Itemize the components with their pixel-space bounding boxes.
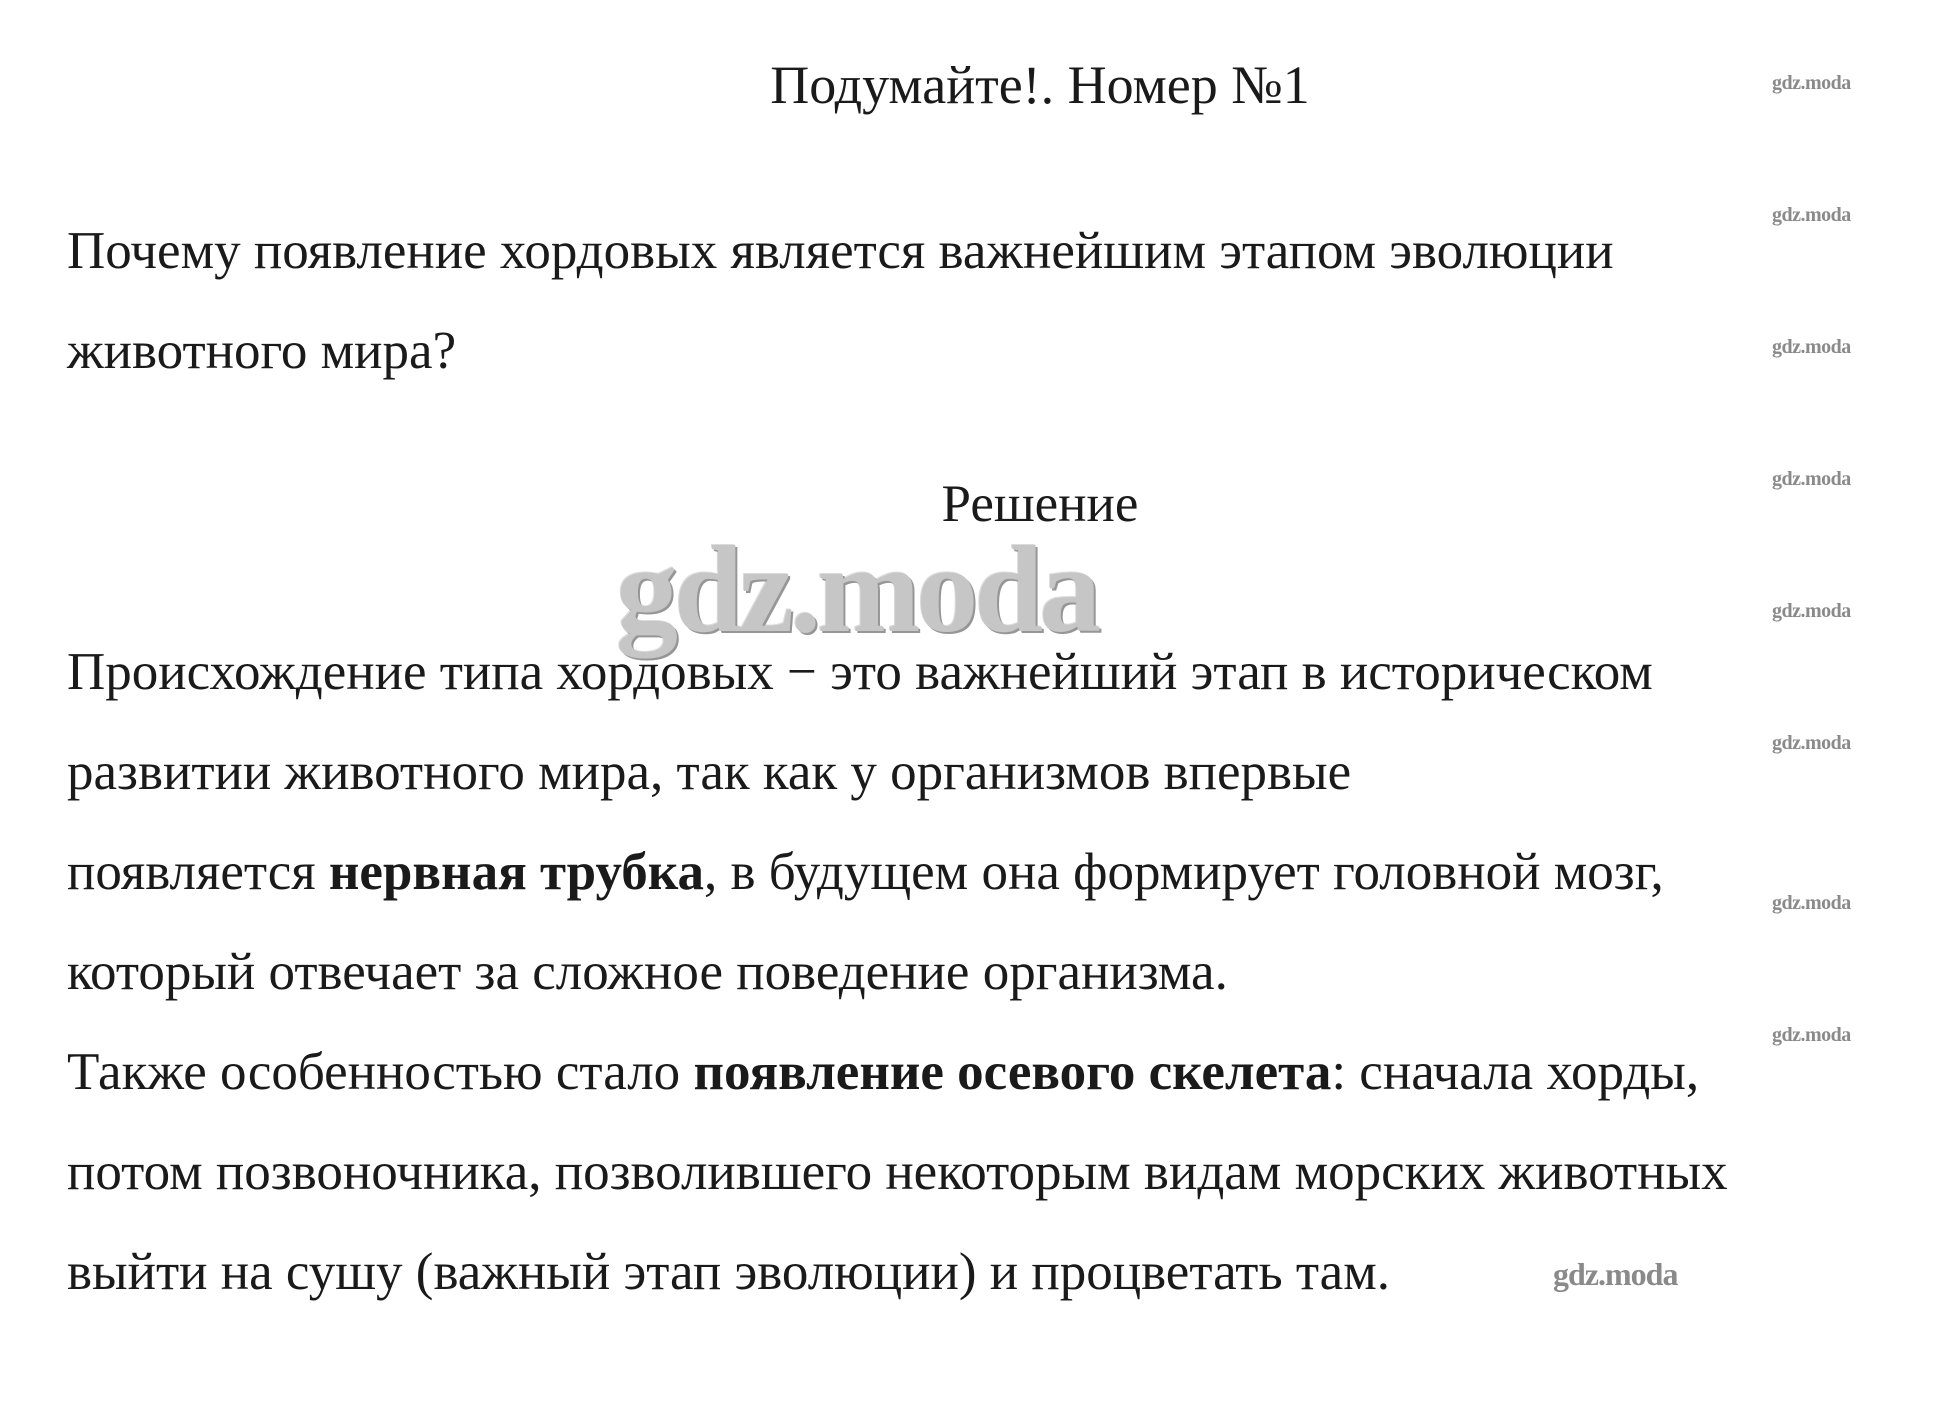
answer-text-segment: Также особенностью стало (67, 1043, 694, 1101)
watermark-small: gdz.moda (1772, 732, 1851, 754)
answer-line: который отвечает за сложное поведение организма. (67, 943, 1228, 1001)
page-title: Подумайте!. Номер №1 (770, 55, 1310, 115)
answer-text (67, 622, 1947, 1322)
bold-term: появление осевого скелета (693, 1043, 1332, 1101)
bold-term: нервная трубка (328, 843, 704, 901)
answer-text-segment: , в будущем она формирует головной мозг, (704, 843, 1664, 901)
answer-text-segment: появляется (67, 843, 329, 901)
answer-line (67, 1022, 1947, 1122)
answer-line: выйти на сушу (важный этап эволюции) и процветать там. (67, 1243, 1390, 1301)
question-text (67, 201, 1947, 401)
watermark-small: gdz.moda (1772, 72, 1851, 94)
question-line: Почему появление хордовых является важнейшим этапом эволюции (67, 222, 1614, 280)
watermark-inline: gdz.moda (1553, 1256, 1678, 1292)
solution-heading: Решение (941, 475, 1139, 533)
answer-line: развитии животного мира, так как у организмов впервые (67, 743, 1352, 801)
answer-line (67, 822, 1947, 922)
question-line: животного мира? (67, 322, 457, 380)
watermark-small: gdz.moda (1772, 204, 1851, 226)
watermark-small: gdz.moda (1772, 468, 1851, 490)
watermark-logo: gdz.moda (616, 521, 1098, 658)
watermark-small: gdz.moda (1772, 336, 1851, 358)
answer-line: потом позвоночника, позволившего некоторым видам морских животных (67, 1143, 1728, 1201)
answer-line: Происхождение типа хордовых − это важнейший этап в историческом (67, 643, 1653, 701)
watermark-small: gdz.moda (1772, 1024, 1851, 1046)
answer-text-segment: : сначала хорды, (1331, 1043, 1700, 1101)
watermark-small: gdz.moda (1772, 600, 1851, 622)
watermark-small: gdz.moda (1772, 892, 1851, 914)
